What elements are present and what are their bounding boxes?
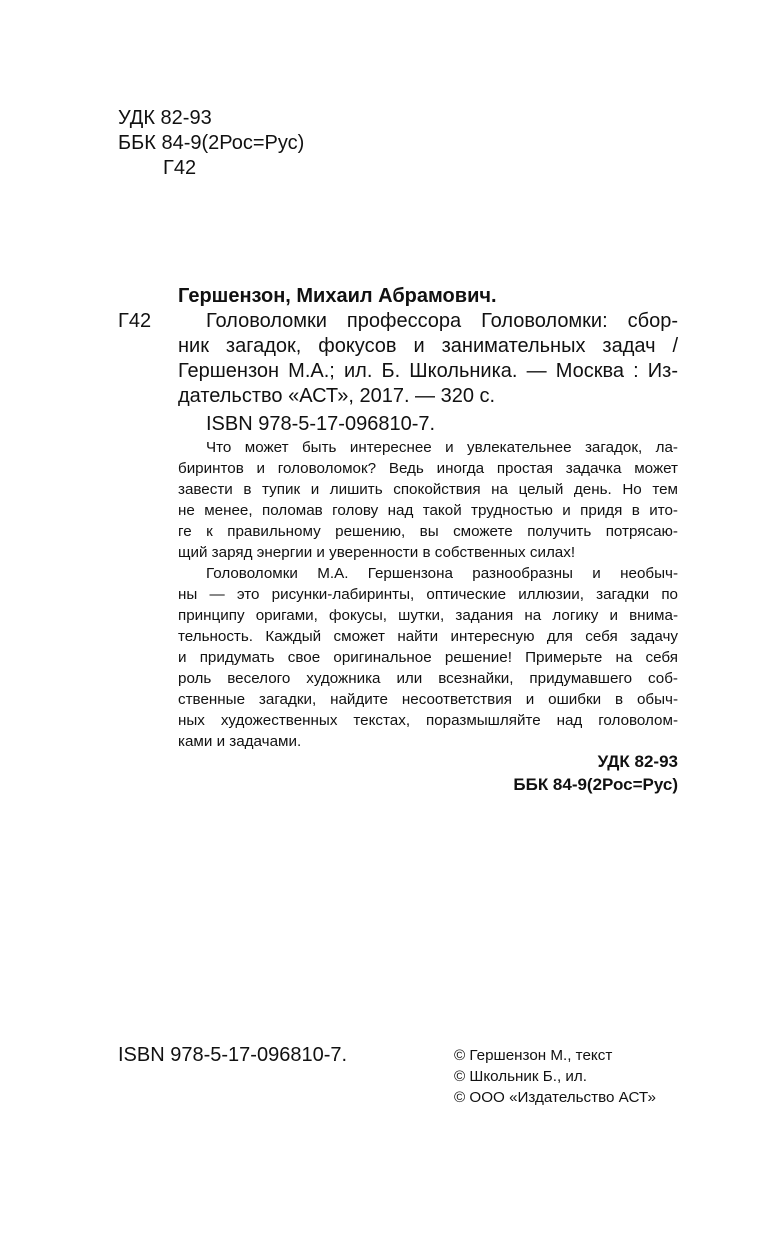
biblio-line: Головоломки профессора Головоломки: сбор- [206,310,678,332]
top-classification [118,106,304,181]
bbk-code-bold: ББК 84-9(2Рос=Рус) [513,775,678,794]
udk-code: УДК 82-93 [118,107,212,129]
copyright-line: © Школьник Б., ил. [454,1068,587,1085]
biblio-line: Гершензон М.А.; ил. Б. Школьника. — Москва : Из- [178,360,678,382]
annotation-line: ственные загадки, найдите несоответствия и ошибки в обыч- [178,691,678,708]
copyright-block [454,1045,656,1108]
annotation-line: ками и задачами. [178,733,302,750]
annotation-line: завести в тупик и лишить спокойствия на целый день. Но тем [178,481,678,498]
bbk-code: ББК 84-9(2Рос=Рус) [118,132,305,154]
biblio-line: ник загадок, фокусов и занимательных задач / [178,335,678,357]
annotation-line: принципу оригами, фокусы, шутки, задания на логику и внима- [178,607,678,624]
annotation-line: биринтов и головоломок? Ведь иногда простая задачка может [178,460,678,477]
entry-author-mark: Г42 [118,310,152,332]
annotation-line: роль веселого художника или всезнайки, придумавшего соб- [178,670,678,687]
entry-isbn: ISBN 978-5-17-096810-7. [206,413,436,435]
annotation-line: не менее, поломав голову над такой трудностью и придя в ито- [178,502,678,519]
annotation-line: ге к правильному решению, вы сможете получить потрясаю- [178,523,678,540]
annotation-line: ных художественных текстах, поразмышляйте над головолом- [178,712,678,729]
biblio-line: дательство «АСТ», 2017. — 320 с. [178,385,496,407]
udk-code-bold: УДК 82-93 [597,752,678,771]
annotation-paragraph-1 [178,437,678,563]
bibliographic-description [178,309,678,409]
annotation-line: тельность. Каждый сможет найти интересную для себя задачу [178,628,678,645]
annotation-line: щий заряд энергии и уверенности в собственных силах! [178,544,576,561]
copyright-line: © Гершензон М., текст [454,1047,613,1064]
footer-isbn: ISBN 978-5-17-096810-7. [118,1044,348,1066]
author-heading: Гершензон, Михаил Абрамович. [178,285,497,307]
annotation-line: Что может быть интереснее и увлекательнее загадок, ла- [206,439,678,456]
copyright-line: © ООО «Издательство АСТ» [454,1089,656,1106]
annotation-line: Головоломки М.А. Гершензона разнообразны и необыч- [206,565,678,582]
right-classification [513,750,678,796]
annotation-line: ны — это рисунки-лабиринты, оптические иллюзии, загадки по [178,586,678,603]
annotation-line: и придумать свое оригинальное решение! Примерьте на себя [178,649,678,666]
author-mark: Г42 [163,157,197,179]
annotation-paragraph-2 [178,563,678,752]
